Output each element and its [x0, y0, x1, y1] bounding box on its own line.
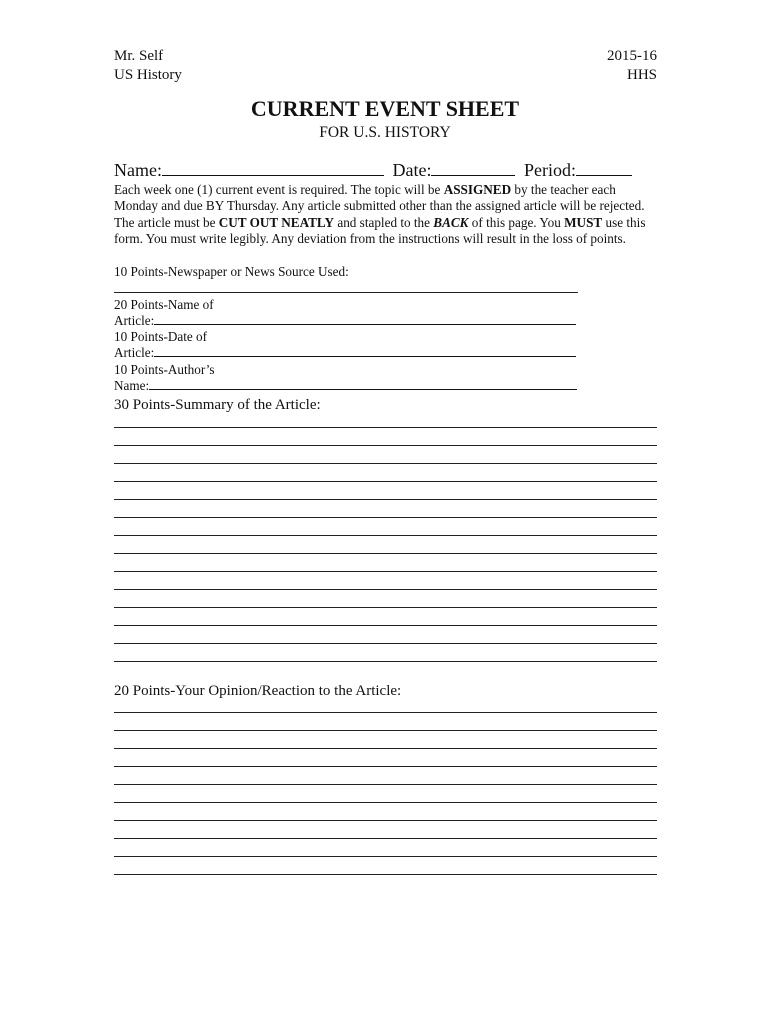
- page-subtitle: FOR U.S. HISTORY: [319, 124, 451, 141]
- opinion-line[interactable]: [114, 838, 657, 839]
- opinion-line[interactable]: [114, 820, 657, 821]
- summary-line[interactable]: [114, 661, 657, 662]
- header-left: [114, 47, 182, 85]
- source-label: 10 Points-Newspaper or News Source Used:: [114, 264, 349, 279]
- article-label: Article:: [114, 345, 155, 360]
- opinion-line[interactable]: [114, 712, 657, 713]
- summary-line[interactable]: [114, 499, 657, 500]
- page-title: CURRENT EVENT SHEET: [250, 96, 520, 121]
- student-info-row: [114, 159, 636, 181]
- period-field[interactable]: [576, 160, 632, 176]
- opinion-line[interactable]: [114, 748, 657, 749]
- header-right: [607, 47, 657, 85]
- instructions-text: of this page. You: [468, 214, 565, 230]
- instructions-text: by the teacher each Monday and due BY Thursday. Any article submitted other than the assigned article will be rejected. The article must be: [114, 182, 645, 230]
- opinion-line[interactable]: [114, 784, 657, 785]
- date-label: Date:: [392, 160, 432, 180]
- source-field[interactable]: [114, 292, 578, 293]
- instructions-bold-cut-out: CUT OUT NEATLY: [218, 214, 335, 230]
- opinion-line[interactable]: [114, 802, 657, 803]
- name-field[interactable]: [162, 160, 384, 176]
- period-label: Period:: [523, 160, 576, 180]
- summary-line[interactable]: [114, 481, 657, 482]
- opinion-line[interactable]: [114, 874, 657, 875]
- article-date-row: [114, 345, 576, 361]
- opinion-label: 20 Points-Your Opinion/Reaction to the Article:: [114, 683, 402, 699]
- summary-line[interactable]: [114, 607, 657, 608]
- school-year: 2015-16: [607, 48, 657, 64]
- opinion-line[interactable]: [114, 856, 657, 857]
- summary-line[interactable]: [114, 517, 657, 518]
- article-name-row: [114, 313, 576, 329]
- opinion-line[interactable]: [114, 766, 657, 767]
- name-label: Name:: [114, 160, 162, 180]
- summary-line[interactable]: [114, 553, 657, 554]
- summary-line[interactable]: [114, 463, 657, 464]
- article-label: Article:: [114, 313, 155, 328]
- instructions-text: and stapled to the: [334, 214, 434, 230]
- author-name-row: [114, 378, 577, 394]
- summary-line[interactable]: [114, 643, 657, 644]
- author-name-field[interactable]: [149, 378, 577, 390]
- instructions-text: use this form. You must write legibly. Any deviation from the instructions will result in the loss of points.: [114, 214, 646, 247]
- instructions-bold-must: MUST: [564, 214, 603, 230]
- summary-line[interactable]: [114, 589, 657, 590]
- summary-line[interactable]: [114, 625, 657, 626]
- instructions-bold-italic-back: BACK: [433, 214, 469, 230]
- author-name-label: Name:: [114, 378, 150, 393]
- instructions-text: Each week one (1) current event is required. The topic will be: [114, 182, 444, 197]
- summary-line[interactable]: [114, 571, 657, 572]
- date-field[interactable]: [431, 160, 515, 176]
- summary-line[interactable]: [114, 535, 657, 536]
- article-date-label: 10 Points-Date of: [114, 329, 208, 344]
- teacher-name: Mr. Self: [114, 48, 164, 64]
- article-name-label: 20 Points-Name of: [114, 297, 214, 312]
- summary-line[interactable]: [114, 427, 657, 428]
- article-name-field[interactable]: [154, 313, 576, 325]
- course-name: US History: [114, 67, 182, 83]
- opinion-line[interactable]: [114, 730, 657, 731]
- article-date-field[interactable]: [154, 345, 576, 357]
- instructions-paragraph: [114, 182, 659, 248]
- school-name: HHS: [626, 67, 657, 83]
- author-label: 10 Points-Author’s: [114, 362, 215, 377]
- summary-line[interactable]: [114, 445, 657, 446]
- instructions-bold-assigned: ASSIGNED: [443, 182, 512, 197]
- summary-label: 30 Points-Summary of the Article:: [114, 397, 321, 413]
